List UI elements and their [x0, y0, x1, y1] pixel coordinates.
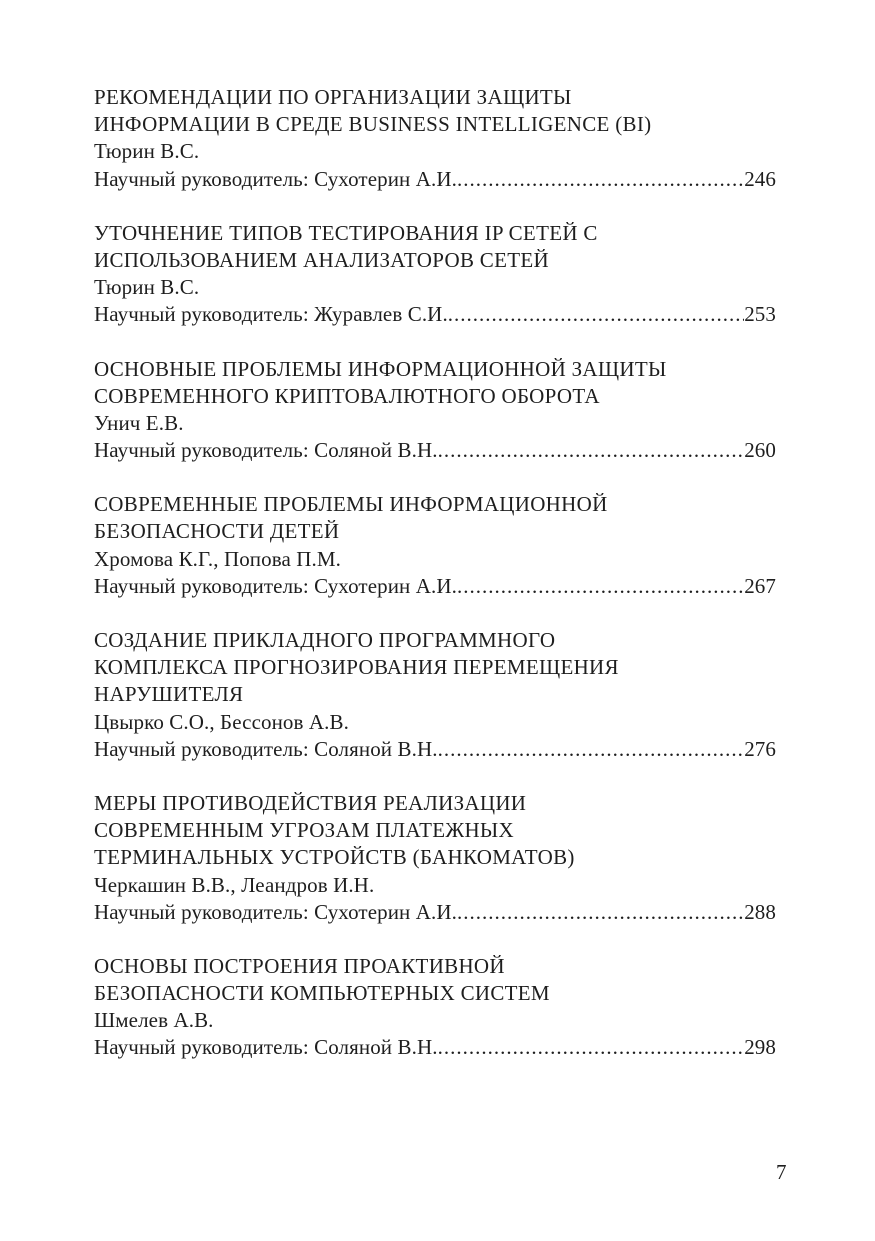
- dot-leader: [438, 736, 745, 763]
- entry-title-line: БЕЗОПАСНОСТИ КОМПЬЮТЕРНЫХ СИСТЕМ: [94, 981, 550, 1006]
- entry-title-line: ИНФОРМАЦИИ В СРЕДЕ BUSINESS INTELLIGENCE (BI): [94, 112, 652, 137]
- dot-leader: [457, 166, 744, 193]
- entry-title-line: НАРУШИТЕЛЯ: [94, 682, 244, 707]
- toc-entry: [94, 953, 776, 1062]
- entry-supervisor-line: [94, 437, 776, 464]
- entry-authors: Хромова К.Г., Попова П.М.: [94, 546, 341, 571]
- entry-title-line: ОСНОВНЫЕ ПРОБЛЕМЫ ИНФОРМАЦИОННОЙ ЗАЩИТЫ: [94, 356, 667, 381]
- toc-entry: [94, 491, 776, 600]
- entry-authors: Унич Е.В.: [94, 410, 184, 435]
- entry-supervisor-line: [94, 166, 776, 193]
- entry-authors: Тюрин В.С.: [94, 275, 200, 300]
- entry-title-line: СОВРЕМЕННОГО КРИПТОВАЛЮТНОГО ОБОРОТА: [94, 383, 600, 408]
- toc-entry: [94, 356, 776, 465]
- entry-page-number: 298: [744, 1035, 776, 1060]
- dot-leader: [457, 573, 744, 600]
- entry-title-line: РЕКОМЕНДАЦИИ ПО ОРГАНИЗАЦИИ ЗАЩИТЫ: [94, 85, 572, 109]
- entry-title-line: УТОЧНЕНИЕ ТИПОВ ТЕСТИРОВАНИЯ IP СЕТЕЙ С: [94, 220, 598, 245]
- entry-page-number: 253: [744, 302, 776, 327]
- entry-supervisor-line: [94, 1034, 776, 1061]
- entry-supervisor: Научный руководитель: Сухотерин А.И.: [94, 573, 457, 598]
- entry-supervisor: Научный руководитель: Сухотерин А.И.: [94, 899, 457, 924]
- entry-authors: Черкашин В.В., Леандров И.Н.: [94, 872, 375, 897]
- entry-supervisor: Научный руководитель: Журавлев С.И.: [94, 302, 448, 327]
- entry-supervisor: Научный руководитель: Сухотерин А.И.: [94, 166, 457, 191]
- entry-title-line: СОВРЕМЕННЫМ УГРОЗАМ ПЛАТЕЖНЫХ: [94, 818, 515, 843]
- entry-title-line: СОВРЕМЕННЫЕ ПРОБЛЕМЫ ИНФОРМАЦИОННОЙ: [94, 492, 608, 517]
- toc-entry: [94, 627, 776, 763]
- dot-leader: [438, 437, 745, 464]
- entry-supervisor-line: [94, 736, 776, 763]
- table-of-contents: [94, 84, 776, 1089]
- entry-title-line: МЕРЫ ПРОТИВОДЕЙСТВИЯ РЕАЛИЗАЦИИ: [94, 790, 527, 815]
- entry-title-line: КОМПЛЕКСА ПРОГНОЗИРОВАНИЯ ПЕРЕМЕЩЕНИЯ: [94, 655, 619, 680]
- entry-supervisor-line: [94, 573, 776, 600]
- entry-title-line: ОСНОВЫ ПОСТРОЕНИЯ ПРОАКТИВНОЙ: [94, 953, 505, 978]
- entry-title-line: ИСПОЛЬЗОВАНИЕМ АНАЛИЗАТОРОВ СЕТЕЙ: [94, 247, 549, 272]
- entry-supervisor: Научный руководитель: Соляной В.Н.: [94, 1035, 438, 1060]
- entry-title-line: СОЗДАНИЕ ПРИКЛАДНОГО ПРОГРАММНОГО: [94, 628, 556, 652]
- toc-entry: [94, 790, 776, 926]
- entry-supervisor: Научный руководитель: Соляной В.Н.: [94, 736, 438, 761]
- toc-entry: [94, 84, 776, 193]
- entry-page-number: 288: [744, 899, 776, 924]
- entry-page-number: 260: [744, 438, 776, 463]
- entry-authors: Тюрин В.С.: [94, 139, 200, 164]
- dot-leader: [457, 899, 744, 926]
- toc-entry: [94, 220, 776, 329]
- dot-leader: [448, 301, 744, 328]
- entry-page-number: 267: [744, 573, 776, 598]
- entry-page-number: 276: [744, 736, 776, 761]
- entry-supervisor: Научный руководитель: Соляной В.Н.: [94, 438, 438, 463]
- entry-title-line: БЕЗОПАСНОСТИ ДЕТЕЙ: [94, 519, 340, 544]
- dot-leader: [438, 1034, 745, 1061]
- entry-authors: Цвырко С.О., Бессонов А.В.: [94, 709, 349, 734]
- entry-title-line: ТЕРМИНАЛЬНЫХ УСТРОЙСТВ (БАНКОМАТОВ): [94, 845, 575, 870]
- page-number: 7: [776, 1160, 787, 1184]
- entry-supervisor-line: [94, 301, 776, 328]
- entry-authors: Шмелев А.В.: [94, 1008, 214, 1033]
- entry-supervisor-line: [94, 899, 776, 926]
- entry-page-number: 246: [744, 166, 776, 191]
